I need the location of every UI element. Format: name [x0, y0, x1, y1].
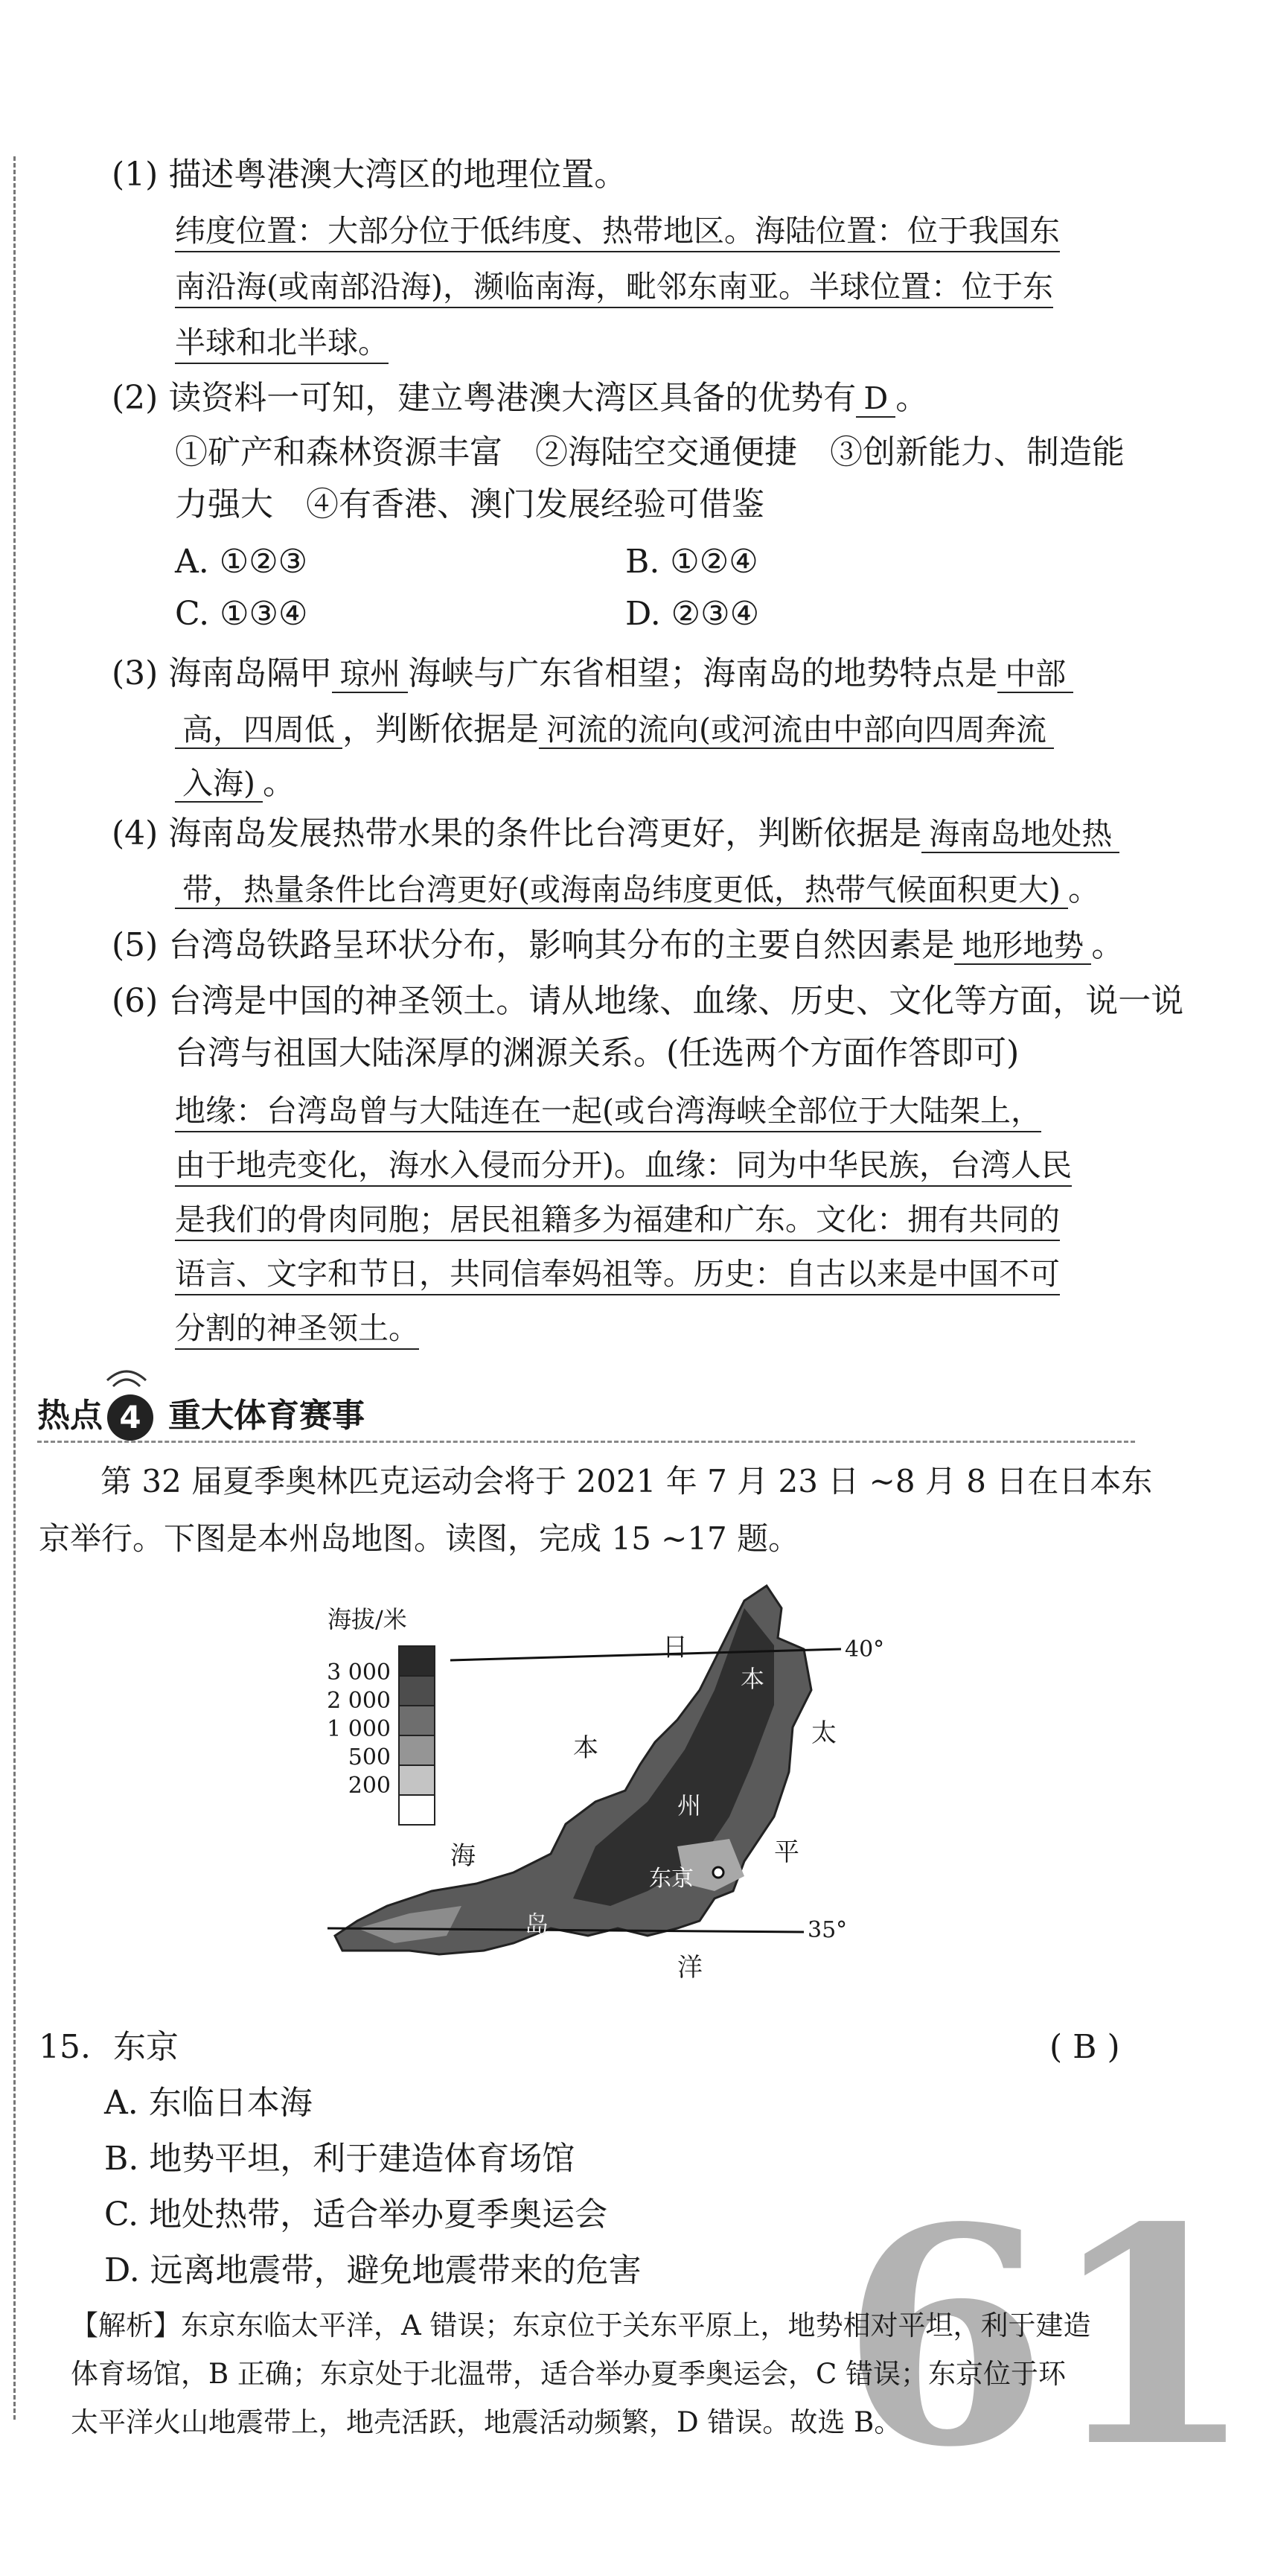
- q4-blank-b: 带，热量条件比台湾更好(或海南岛纬度更低，热带气候面积更大): [175, 872, 1068, 909]
- q1-stem: (1) 描述粤港澳大湾区的地理位置。: [112, 156, 627, 194]
- q1-answer-line-2: 南沿海(或南部沿海)，濒临南海，毗邻东南亚。半球位置：位于东: [175, 264, 1053, 309]
- q6-stem-line-1: (6) 台湾是中国的神圣领土。请从地缘、血缘、历史、文化等方面，说一说: [112, 982, 1184, 1020]
- q3-blank-terrain-b: 高，四周低: [175, 712, 342, 749]
- q4-line-2: 带，热量条件比台湾更好(或海南岛纬度更低，热带气候面积更大) 。: [175, 867, 1101, 912]
- legend-label-500: 500: [348, 1744, 391, 1770]
- q6-answer-line-4: 语言、文字和节日，共同信奉妈祖等。历史：自古以来是中国不可: [175, 1252, 1060, 1296]
- map-label-yang: 洋: [677, 1953, 703, 1983]
- q3-blank-basis-b: 入海): [175, 765, 263, 803]
- legend-swatch-1000: [398, 1706, 435, 1736]
- legend-label-200: 200: [348, 1773, 391, 1799]
- q2-option-c: C. ①③④: [175, 595, 308, 633]
- intro-line-2: 京举行。下图是本州岛地图。读图，完成 15 ~17 题。: [39, 1520, 800, 1557]
- legend-swatch-3000: [398, 1645, 435, 1677]
- q3-line-2: 高，四周低 ，判断依据是 河流的流向(或河流由中部向四周奔流: [175, 707, 1054, 752]
- q6-stem-line-2: 台湾与祖国大陆深厚的渊源关系。(任选两个方面作答即可): [175, 1034, 1020, 1072]
- legend-swatch-500: [398, 1736, 435, 1766]
- legend-label-2000: 2 000: [327, 1688, 391, 1714]
- left-dashed-border: [13, 156, 16, 2420]
- map-lat-40-label: 40°: [845, 1636, 885, 1662]
- q6-answer-line-1: 地缘：台湾岛曾与大陆连在一起(或台湾海峡全部位于大陆架上，: [175, 1088, 1041, 1133]
- q15-explanation-line-3: 太平洋火山地震带上，地壳活跃，地震活动频繁，D 错误。故选 B。: [71, 2406, 902, 2438]
- q4-blank-a: 海南岛地处热: [921, 816, 1119, 853]
- map-legend-title: 海拔/米: [327, 1605, 407, 1633]
- q2-blank: D: [856, 380, 895, 418]
- tokyo-marker: [713, 1867, 723, 1878]
- q3-line-1: (3) 海南岛隔甲 琼州 海峡与广东省相望；海南岛的地势特点是 中部: [112, 651, 1073, 696]
- map-label-island-ben: 本: [741, 1665, 765, 1693]
- legend-label-1000: 1 000: [327, 1716, 391, 1742]
- q15-explanation-line-2: 体育场馆，B 正确；东京处于北温带，适合举办夏季奥运会，C 错误；东京位于环: [71, 2358, 1067, 2390]
- q2-option-d: D. ②③④: [625, 595, 760, 633]
- map-legend-swatches: [398, 1645, 435, 1826]
- hotspot-number-badge: 4: [107, 1394, 153, 1441]
- q2-option-a: A. ①②③: [175, 543, 308, 581]
- q15-answer: ( B ): [1049, 2028, 1120, 2066]
- legend-labels: [298, 1659, 391, 1800]
- q3-blank-strait: 琼州: [332, 656, 408, 693]
- map-label-island-dao: 岛: [525, 1910, 549, 1939]
- q2-items-line-2: 力强大 ④有香港、澳门发展经验可借鉴: [175, 485, 764, 523]
- hotspot-heading: 热点 4 重大体育赛事: [37, 1389, 365, 1441]
- q15-option-d: D. 远离地震带，避免地震带来的危害: [104, 2251, 642, 2289]
- honshu-map: [327, 1578, 923, 2010]
- q6-answer-line-3: 是我们的骨肉同胞；居民祖籍多为福建和广东。文化：拥有共同的: [175, 1197, 1060, 1242]
- hotspot-divider: [37, 1441, 1135, 1443]
- q3-line-3: 入海) 。: [175, 761, 295, 806]
- q4-line-1: (4) 海南岛发展热带水果的条件比台湾更好，判断依据是 海南岛地处热: [112, 812, 1119, 856]
- q6-answer-line-2: 由于地壳变化，海水入侵而分开)。血缘：同为中华民族，台湾人民: [175, 1143, 1072, 1187]
- intro-line-1: 第 32 届夏季奥林匹克运动会将于 2021 年 7 月 23 日 ~8 月 8 日在日本东: [100, 1463, 1153, 1499]
- legend-swatch-2000: [398, 1677, 435, 1706]
- q2-option-b: B. ①②④: [625, 543, 758, 581]
- map-label-ri: 日: [662, 1633, 688, 1662]
- map-lat-35-label: 35°: [808, 1917, 848, 1943]
- map-label-hai: 海: [450, 1841, 476, 1871]
- signal-icon: [104, 1362, 149, 1392]
- q15-option-c: C. 地处热带，适合举办夏季奥运会: [104, 2196, 608, 2234]
- q3-blank-basis-a: 河流的流向(或河流由中部向四周奔流: [539, 712, 1054, 749]
- q1-answer-line-3: 半球和北半球。: [175, 320, 389, 365]
- legend-swatch-200: [398, 1766, 435, 1796]
- q3-blank-terrain-a: 中部: [997, 656, 1073, 693]
- q5-line: (5) 台湾岛铁路呈环状分布，影响其分布的主要自然因素是 地形地势 。: [112, 926, 1125, 964]
- q2-stem: (2) 读资料一可知，建立粤港澳大湾区具备的优势有 D 。: [112, 379, 929, 417]
- map-label-ben: 本: [573, 1733, 598, 1763]
- map-label-island-zhou: 州: [677, 1791, 702, 1820]
- q15-option-b: B. 地势平坦，利于建造体育场馆: [104, 2140, 575, 2178]
- q6-answer-line-5: 分割的神圣领土。: [175, 1306, 419, 1351]
- q15-stem: 15. 东京: [39, 2028, 179, 2066]
- map-city-tokyo-label: 东京: [649, 1866, 694, 1892]
- page-number: 61: [841, 2163, 1256, 2513]
- q15-option-a: A. 东临日本海: [104, 2084, 313, 2122]
- legend-label-3000: 3 000: [327, 1660, 391, 1686]
- q2-items-line-1: ①矿产和森林资源丰富 ②海陆空交通便捷 ③创新能力、制造能: [175, 433, 1125, 471]
- map-label-ping: 平: [774, 1837, 799, 1867]
- legend-swatch-0: [398, 1796, 435, 1826]
- q15-explanation-line-1: 【解析】东京东临太平洋，A 错误；东京位于关东平原上，地势相对平坦，利于建造: [71, 2309, 1091, 2341]
- map-label-tai: 太: [811, 1718, 837, 1748]
- q1-answer-line-1: 纬度位置：大部分位于低纬度、热带地区。海陆位置：位于我国东: [175, 208, 1060, 253]
- q5-blank: 地形地势: [954, 928, 1091, 965]
